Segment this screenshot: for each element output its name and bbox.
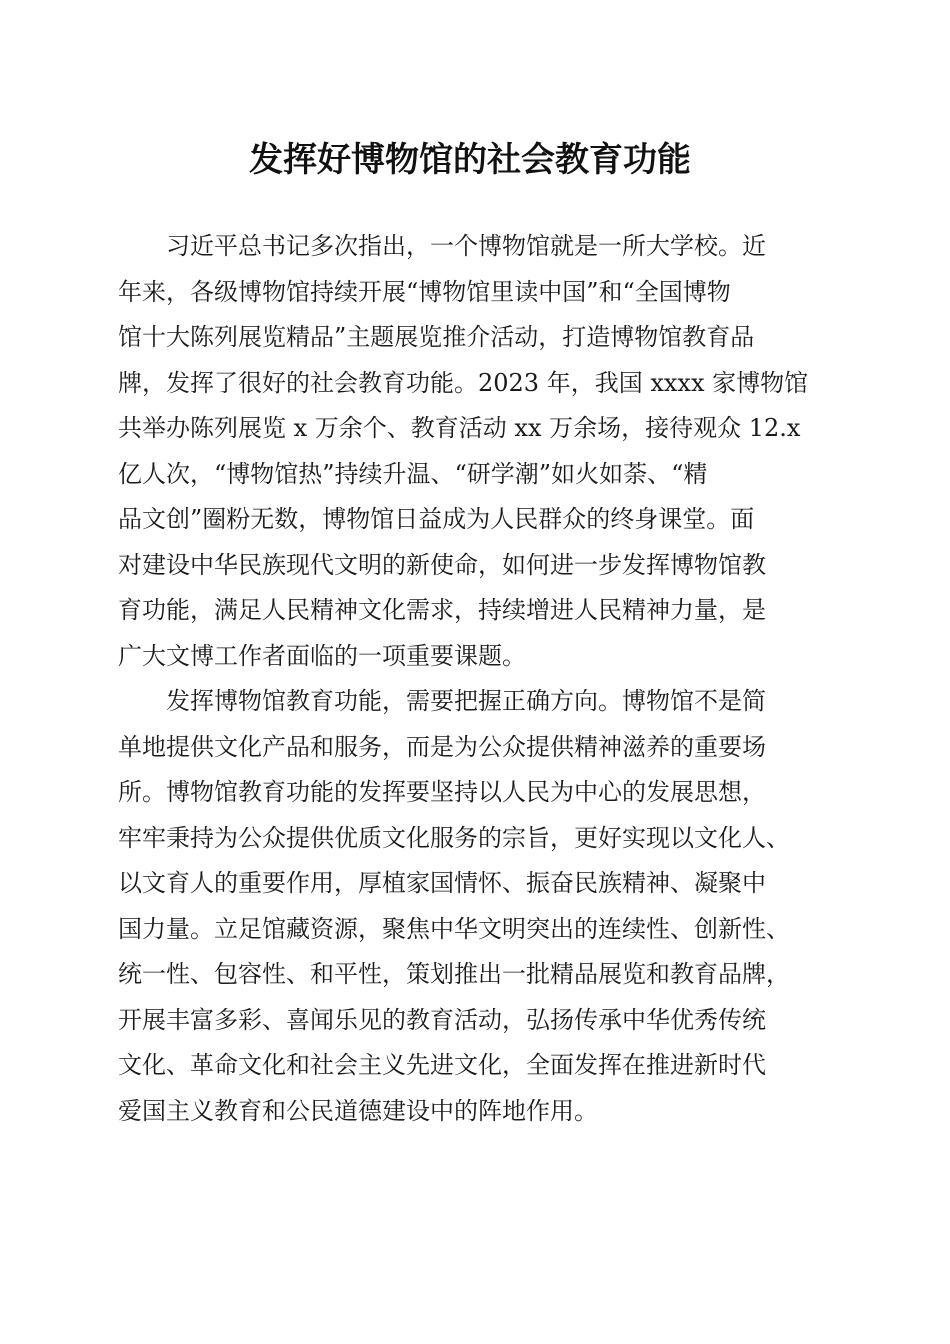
paragraph-line: 广大文博工作者面临的一项重要课题。	[118, 641, 526, 670]
document-title: 发挥好博物馆的社会教育功能	[249, 140, 691, 180]
paragraph-line: 共举办陈列展览 x 万余个、教育活动 xx 万余场，接待观众 12.x	[118, 414, 801, 442]
paragraph-line: 文化、革命文化和社会主义先进文化，全面发挥在推进新时代	[118, 1051, 766, 1079]
paragraph-line: 以文育人的重要作用，厚植家国情怀、振奋民族精神、凝聚中	[118, 869, 766, 897]
paragraph-line: 统一性、包容性、和平性，策划推出一批精品展览和教育品牌，	[118, 960, 790, 988]
paragraph	[118, 679, 838, 1134]
paragraph-line: 发挥博物馆教育功能，需要把握正确方向。博物馆不是简	[166, 687, 766, 715]
paragraph-line: 国力量。立足馆藏资源，聚焦中华文明突出的连续性、创新性、	[118, 914, 790, 943]
paragraph-line: 亿人次，“博物馆热”持续升温、“研学潮”如火如荼、“精	[118, 459, 708, 488]
paragraph-line: 牢牢秉持为公众提供优质文化服务的宗旨，更好实现以文化人、	[118, 823, 790, 852]
paragraph-line: 年来，各级博物馆持续开展“博物馆里读中国”和“全国博物	[118, 277, 731, 306]
paragraph	[118, 224, 838, 679]
document-body	[118, 224, 838, 1134]
paragraph-line: 开展丰富多彩、喜闻乐见的教育活动，弘扬传承中华优秀传统	[118, 1005, 766, 1034]
paragraph-line: 育功能，满足人民精神文化需求，持续增进人民精神力量，是	[118, 596, 766, 624]
paragraph-line: 习近平总书记多次指出，一个博物馆就是一所大学校。近	[166, 232, 766, 260]
paragraph-line: 馆十大陈列展览精品”主题展览推介活动，打造博物馆教育品	[118, 323, 755, 351]
paragraph-line: 牌，发挥了很好的社会教育功能。2023 年，我国 xxxx 家博物馆	[118, 368, 809, 397]
paragraph-container	[118, 224, 838, 1134]
paragraph-line: 对建设中华民族现代文明的新使命，如何进一步发挥博物馆教	[118, 550, 766, 579]
paragraph-line: 爱国主义教育和公民道德建设中的阵地作用。	[118, 1096, 598, 1125]
paragraph-line: 单地提供文化产品和服务，而是为公众提供精神滋养的重要场	[118, 732, 766, 761]
paragraph-line: 品文创”圈粉无数，博物馆日益成为人民群众的终身课堂。面	[118, 505, 755, 533]
paragraph-line: 所。博物馆教育功能的发挥要坚持以人民为中心的发展思想，	[118, 778, 766, 806]
